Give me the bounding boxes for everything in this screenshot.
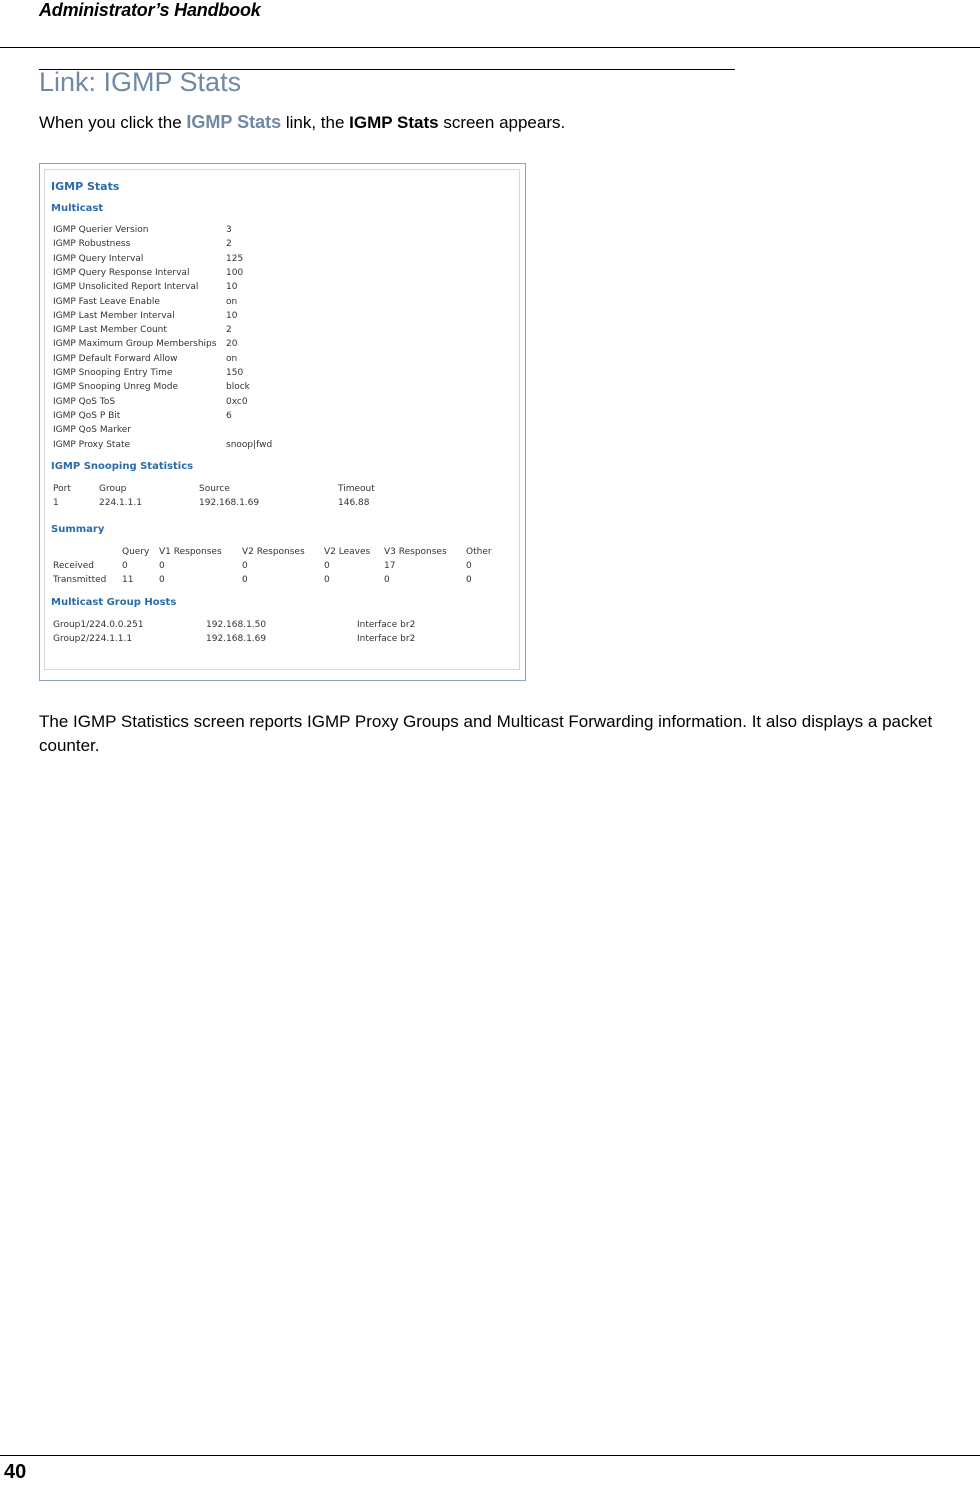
- intro-text-2: link, the: [281, 113, 350, 132]
- intro-sentence: [39, 112, 565, 133]
- hosts-cell: Group1/224.0.0.251: [53, 620, 144, 630]
- summary-heading: Summary: [51, 524, 105, 535]
- igmp-stats-screenshot: [39, 163, 526, 681]
- intro-text-3: screen appears.: [438, 113, 566, 132]
- multicast-row-label: IGMP Query Response Interval: [53, 267, 190, 278]
- multicast-row-label: IGMP QoS P Bit: [53, 410, 121, 421]
- summary-cell: 0: [466, 575, 472, 585]
- hosts-heading: Multicast Group Hosts: [51, 597, 177, 608]
- multicast-row-value: on: [226, 296, 238, 307]
- hosts-cell: Group2/224.1.1.1: [53, 634, 133, 644]
- multicast-heading: Multicast: [51, 203, 104, 214]
- summary-cell: 17: [384, 561, 396, 571]
- multicast-row-value: 2: [226, 239, 232, 250]
- multicast-row-value: 2: [226, 325, 232, 336]
- multicast-row-label: IGMP Querier Version: [53, 225, 149, 235]
- header-rule: [0, 47, 980, 48]
- multicast-row-label: IGMP QoS Marker: [53, 425, 131, 436]
- multicast-row-label: IGMP QoS ToS: [53, 396, 116, 407]
- summary-column-header: V3 Responses: [384, 547, 447, 557]
- intro-screen-name: IGMP Stats: [349, 113, 439, 132]
- page-number: 40: [4, 1461, 27, 1483]
- summary-cell: 0: [159, 575, 165, 585]
- multicast-row-value: 6: [226, 410, 232, 421]
- footer-rule: [0, 1455, 980, 1456]
- summary-cell: 0: [122, 561, 128, 571]
- section-title: Link: IGMP Stats: [39, 67, 242, 97]
- screen-title: IGMP Stats: [51, 180, 120, 193]
- summary-row-label: Transmitted: [53, 575, 107, 585]
- summary-cell: 0: [159, 561, 165, 571]
- snooping-cell: 192.168.1.69: [199, 498, 260, 508]
- multicast-row-label: IGMP Proxy State: [53, 439, 131, 450]
- snooping-heading: IGMP Snooping Statistics: [51, 461, 194, 472]
- summary-cell: 0: [466, 561, 472, 571]
- snooping-cell: 1: [53, 498, 59, 508]
- intro-text-1: When you click the: [39, 113, 187, 132]
- summary-cell: 11: [122, 575, 134, 585]
- multicast-row-label: IGMP Last Member Interval: [53, 310, 175, 321]
- snooping-column-header: Timeout: [338, 484, 375, 494]
- snooping-column-header: Port: [53, 484, 71, 494]
- hosts-cell: 192.168.1.69: [206, 634, 267, 644]
- multicast-row-label: IGMP Maximum Group Memberships: [53, 339, 217, 350]
- multicast-row-value: on: [226, 353, 238, 364]
- multicast-row-label: IGMP Robustness: [53, 239, 131, 250]
- summary-cell: 0: [242, 561, 248, 571]
- multicast-row-label: IGMP Unsolicited Report Interval: [53, 282, 199, 293]
- summary-column-header: Other: [466, 547, 492, 557]
- summary-column-header: V1 Responses: [159, 547, 222, 557]
- multicast-row-label: IGMP Default Forward Allow: [53, 353, 178, 364]
- multicast-row-value: 3: [226, 225, 232, 235]
- multicast-row-value: 125: [226, 253, 244, 264]
- multicast-row-value: block: [226, 382, 250, 393]
- multicast-row-label: IGMP Last Member Count: [53, 325, 167, 336]
- summary-cell: 0: [324, 561, 330, 571]
- summary-column-header: Query: [122, 547, 150, 557]
- hosts-cell: 192.168.1.50: [206, 620, 267, 630]
- summary-row-label: Received: [53, 561, 94, 571]
- summary-cell: 0: [242, 575, 248, 585]
- snooping-column-header: Group: [99, 484, 127, 494]
- multicast-row-value: 10: [226, 310, 238, 321]
- igmp-stats-link[interactable]: IGMP Stats: [186, 112, 282, 132]
- multicast-row-label: IGMP Snooping Entry Time: [53, 368, 173, 378]
- multicast-row-label: IGMP Query Interval: [53, 253, 144, 264]
- snooping-cell: 146.88: [338, 498, 370, 508]
- body-paragraph: The IGMP Statistics screen reports IGMP Proxy Groups and Multicast Forwarding information. It also displays a packet counter.: [39, 712, 933, 755]
- summary-column-header: V2 Leaves: [324, 547, 371, 557]
- multicast-row-label: IGMP Fast Leave Enable: [53, 296, 160, 307]
- multicast-row-value: 0xc0: [226, 396, 248, 407]
- summary-column-header: V2 Responses: [242, 547, 305, 557]
- running-head-title: Administrator’s Handbook: [39, 0, 261, 20]
- snooping-column-header: Source: [199, 484, 230, 494]
- multicast-row-value: 150: [226, 368, 244, 378]
- multicast-row-value: 10: [226, 282, 238, 293]
- multicast-row-value: 20: [226, 339, 238, 350]
- multicast-row-value: 100: [226, 267, 244, 278]
- snooping-cell: 224.1.1.1: [99, 498, 142, 508]
- multicast-row-label: IGMP Snooping Unreg Mode: [53, 382, 179, 393]
- summary-cell: 0: [384, 575, 390, 585]
- hosts-cell: Interface br2: [357, 634, 416, 644]
- multicast-row-value: snoop|fwd: [226, 439, 273, 450]
- hosts-cell: Interface br2: [357, 620, 416, 630]
- summary-cell: 0: [324, 575, 330, 585]
